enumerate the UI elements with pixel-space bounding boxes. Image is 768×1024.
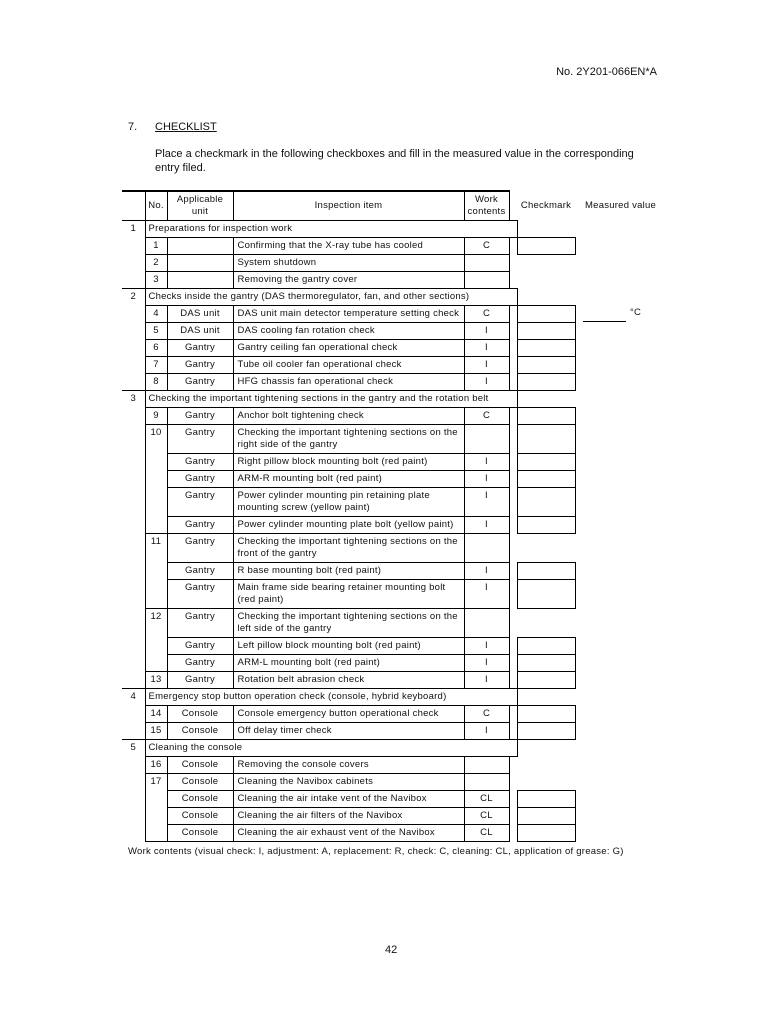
applicable-unit: Console	[167, 790, 233, 807]
measured-value-empty	[583, 533, 658, 562]
inspection-item: Removing the console covers	[233, 756, 464, 773]
table-row	[122, 608, 658, 637]
checkmark-empty	[575, 739, 583, 756]
item-number: 1	[145, 237, 167, 254]
work-contents	[464, 254, 509, 271]
applicable-unit: Gantry	[167, 356, 233, 373]
inspection-item: Cleaning the air intake vent of the Navibox	[233, 790, 464, 807]
spacer-cell	[509, 407, 517, 424]
inspection-item: Checking the important tightening sections on the left side of the gantry	[233, 608, 464, 637]
work-contents: I	[464, 579, 509, 608]
spacer-cell	[575, 562, 583, 579]
work-contents-legend: Work contents (visual check: I, adjustment: A, replacement: R, check: C, cleaning: CL, application of grease: G)	[128, 846, 624, 857]
applicable-unit: DAS unit	[167, 322, 233, 339]
spacer-cell	[575, 271, 583, 288]
spacer-cell	[575, 305, 583, 322]
checkmark-box	[517, 305, 575, 322]
table-row	[122, 533, 658, 562]
work-contents: I	[464, 322, 509, 339]
measured-value-empty	[583, 254, 658, 271]
section-title: Checking the important tightening sections in the gantry and the rotation belt	[145, 390, 517, 407]
spacer-cell	[575, 407, 583, 424]
section-number: 3	[122, 390, 145, 688]
table-row	[122, 470, 658, 487]
table-row	[122, 407, 658, 424]
work-contents: C	[464, 407, 509, 424]
spacer-cell	[575, 773, 583, 790]
spacer-cell	[575, 756, 583, 773]
measured-value-empty	[583, 339, 658, 356]
section-header-row	[122, 288, 658, 305]
checkmark-empty	[575, 288, 583, 305]
work-contents: I	[464, 356, 509, 373]
item-number: 8	[145, 373, 167, 390]
table-row	[122, 579, 658, 608]
spacer-cell	[517, 390, 575, 407]
work-contents: I	[464, 637, 509, 654]
measured-value-empty	[583, 790, 658, 807]
applicable-unit: Gantry	[167, 671, 233, 688]
section-header-row	[122, 688, 658, 705]
item-number: 11	[145, 533, 167, 608]
work-contents: I	[464, 487, 509, 516]
spacer-cell	[509, 671, 517, 688]
table-row	[122, 773, 658, 790]
measured-value-empty	[583, 424, 658, 453]
applicable-unit: Console	[167, 807, 233, 824]
spacer-cell	[575, 487, 583, 516]
checkmark-empty	[517, 271, 575, 288]
checkmark-box	[517, 579, 575, 608]
section-heading-number: 7.	[128, 121, 138, 133]
checkmark-box	[517, 807, 575, 824]
checklist-table	[122, 190, 659, 842]
inspection-item: Checking the important tightening sections on the front of the gantry	[233, 533, 464, 562]
item-number: 10	[145, 424, 167, 533]
applicable-unit: Gantry	[167, 637, 233, 654]
spacer-cell	[517, 288, 575, 305]
inspection-item: System shutdown	[233, 254, 464, 271]
item-number: 2	[145, 254, 167, 271]
table-row	[122, 373, 658, 390]
section-number: 1	[122, 220, 145, 288]
spacer-cell	[575, 339, 583, 356]
table-row	[122, 254, 658, 271]
checkmark-box	[517, 322, 575, 339]
table-row	[122, 237, 658, 254]
spacer-cell	[575, 654, 583, 671]
table-row	[122, 722, 658, 739]
applicable-unit: Console	[167, 824, 233, 841]
section-number: 4	[122, 688, 145, 739]
measured-value-empty	[583, 237, 658, 254]
measured-value-empty	[583, 637, 658, 654]
checkmark-box	[517, 671, 575, 688]
spacer-cell	[575, 453, 583, 470]
work-contents	[464, 773, 509, 790]
header-work-contents: Work contents	[464, 191, 509, 220]
work-contents	[464, 756, 509, 773]
spacer-cell	[575, 671, 583, 688]
inspection-item: Right pillow block mounting bolt (red paint)	[233, 453, 464, 470]
header-no: No.	[145, 191, 167, 220]
checkmark-box	[517, 453, 575, 470]
spacer-cell	[509, 237, 517, 254]
inspection-item: Gantry ceiling fan operational check	[233, 339, 464, 356]
spacer-cell	[509, 637, 517, 654]
spacer-cell	[575, 722, 583, 739]
header-measured-value: Measured value	[585, 199, 657, 211]
applicable-unit: Gantry	[167, 373, 233, 390]
item-number: 6	[145, 339, 167, 356]
inspection-item: Power cylinder mounting plate bolt (yellow paint)	[233, 516, 464, 533]
measured-value-empty	[583, 824, 658, 841]
spacer-cell	[575, 237, 583, 254]
spacer-cell	[509, 807, 517, 824]
measured-value-empty	[583, 807, 658, 824]
page-number: 42	[385, 944, 398, 956]
spacer-cell	[575, 470, 583, 487]
checkmark-box	[517, 637, 575, 654]
inspection-item: Removing the gantry cover	[233, 271, 464, 288]
item-number: 16	[145, 756, 167, 773]
spacer-cell	[509, 722, 517, 739]
spacer-cell	[517, 739, 575, 756]
spacer-cell	[583, 390, 658, 407]
item-number: 13	[145, 671, 167, 688]
spacer-cell	[509, 533, 517, 562]
section-heading	[128, 120, 217, 134]
table-row	[122, 516, 658, 533]
spacer-cell	[509, 356, 517, 373]
work-contents: I	[464, 654, 509, 671]
checkmark-box	[517, 722, 575, 739]
work-contents: CL	[464, 824, 509, 841]
checkmark-box	[517, 237, 575, 254]
measured-value-empty	[583, 722, 658, 739]
work-contents: I	[464, 671, 509, 688]
table-row	[122, 322, 658, 339]
inspection-item: Anchor bolt tightening check	[233, 407, 464, 424]
section-title: Preparations for inspection work	[145, 220, 517, 237]
spacer-cell	[509, 339, 517, 356]
spacer-cell	[575, 254, 583, 271]
spacer-cell	[575, 516, 583, 533]
spacer-cell	[509, 579, 517, 608]
measured-value-empty	[583, 470, 658, 487]
inspection-item: Cleaning the air exhaust vent of the Navibox	[233, 824, 464, 841]
spacer-cell	[575, 424, 583, 453]
checkmark-box	[517, 790, 575, 807]
header-section-cell	[122, 191, 145, 220]
checkmark-box	[517, 424, 575, 453]
spacer-cell	[509, 322, 517, 339]
header-inspection-item: Inspection item	[233, 191, 464, 220]
applicable-unit: Console	[167, 705, 233, 722]
work-contents: C	[464, 237, 509, 254]
spacer-cell	[509, 790, 517, 807]
spacer-cell	[509, 470, 517, 487]
inspection-item: Off delay timer check	[233, 722, 464, 739]
item-number: 9	[145, 407, 167, 424]
spacer-cell	[517, 220, 575, 237]
measured-value-empty	[583, 407, 658, 424]
table-row	[122, 271, 658, 288]
table-row	[122, 807, 658, 824]
table-row	[122, 756, 658, 773]
spacer-cell	[575, 705, 583, 722]
work-contents: C	[464, 705, 509, 722]
spacer-cell	[583, 739, 658, 756]
section-heading-title: CHECKLIST	[155, 121, 217, 133]
spacer-cell	[575, 790, 583, 807]
spacer-cell	[575, 322, 583, 339]
inspection-item: Left pillow block mounting bolt (red paint)	[233, 637, 464, 654]
spacer-cell	[575, 356, 583, 373]
spacer-cell	[509, 191, 517, 220]
applicable-unit: Gantry	[167, 654, 233, 671]
work-contents	[464, 608, 509, 637]
checklist-body	[122, 220, 658, 841]
checkmark-box	[517, 470, 575, 487]
checkmark-box	[517, 562, 575, 579]
table-row	[122, 453, 658, 470]
measured-value-empty	[583, 322, 658, 339]
header-checkmark: Checkmark	[520, 199, 572, 211]
inspection-item: HFG chassis fan operational check	[233, 373, 464, 390]
section-title: Cleaning the console	[145, 739, 517, 756]
spacer-cell	[575, 824, 583, 841]
applicable-unit: DAS unit	[167, 305, 233, 322]
applicable-unit: Gantry	[167, 487, 233, 516]
item-number: 17	[145, 773, 167, 841]
inspection-item: Confirming that the X-ray tube has cooled	[233, 237, 464, 254]
work-contents: CL	[464, 807, 509, 824]
work-contents: I	[464, 373, 509, 390]
applicable-unit: Gantry	[167, 470, 233, 487]
work-contents: I	[464, 562, 509, 579]
item-number: 3	[145, 271, 167, 288]
table-row	[122, 562, 658, 579]
spacer-cell	[575, 373, 583, 390]
measured-value-empty	[583, 373, 658, 390]
measured-value-field	[583, 305, 658, 322]
checkmark-empty	[575, 390, 583, 407]
inspection-item: Console emergency button operational check	[233, 705, 464, 722]
work-contents: I	[464, 470, 509, 487]
item-number: 14	[145, 705, 167, 722]
applicable-unit	[167, 271, 233, 288]
measured-value-empty	[583, 671, 658, 688]
spacer-cell	[509, 516, 517, 533]
spacer-cell	[575, 191, 583, 220]
applicable-unit: Gantry	[167, 339, 233, 356]
spacer-cell	[509, 424, 517, 453]
section-title: Emergency stop button operation check (console, hybrid keyboard)	[145, 688, 517, 705]
measured-value-unit: °C	[630, 307, 642, 318]
section-number: 2	[122, 288, 145, 390]
spacer-cell	[509, 487, 517, 516]
checkmark-box	[517, 705, 575, 722]
checkmark-box	[517, 824, 575, 841]
spacer-cell	[509, 453, 517, 470]
applicable-unit: Gantry	[167, 453, 233, 470]
spacer-cell	[575, 579, 583, 608]
work-contents: I	[464, 453, 509, 470]
measured-value-empty	[583, 562, 658, 579]
section-header-row	[122, 390, 658, 407]
checkmark-empty	[517, 608, 575, 637]
section-number: 5	[122, 739, 145, 841]
spacer-cell	[509, 562, 517, 579]
work-contents: CL	[464, 790, 509, 807]
spacer-cell	[575, 608, 583, 637]
applicable-unit: Console	[167, 722, 233, 739]
checkmark-empty	[517, 756, 575, 773]
checkmark-box	[517, 654, 575, 671]
checkmark-box	[517, 516, 575, 533]
work-contents	[464, 424, 509, 453]
item-number: 12	[145, 608, 167, 671]
spacer-cell	[509, 271, 517, 288]
spacer-cell	[509, 773, 517, 790]
inspection-item: Rotation belt abrasion check	[233, 671, 464, 688]
applicable-unit: Gantry	[167, 608, 233, 637]
work-contents	[464, 271, 509, 288]
table-row	[122, 487, 658, 516]
inspection-item: DAS unit main detector temperature setting check	[233, 305, 464, 322]
spacer-cell	[509, 654, 517, 671]
table-row	[122, 654, 658, 671]
checkmark-box	[517, 487, 575, 516]
spacer-cell	[575, 637, 583, 654]
item-number: 15	[145, 722, 167, 739]
item-number: 5	[145, 322, 167, 339]
checkmark-empty	[517, 254, 575, 271]
applicable-unit: Gantry	[167, 533, 233, 562]
table-row	[122, 671, 658, 688]
inspection-item: Checking the important tightening sections on the right side of the gantry	[233, 424, 464, 453]
section-header-row	[122, 220, 658, 237]
inspection-item: Power cylinder mounting pin retaining plate mounting screw (yellow paint)	[233, 487, 464, 516]
applicable-unit: Gantry	[167, 424, 233, 453]
table-row	[122, 339, 658, 356]
inspection-item: DAS cooling fan rotation check	[233, 322, 464, 339]
measured-value-empty	[583, 773, 658, 790]
item-number: 4	[145, 305, 167, 322]
applicable-unit: Console	[167, 773, 233, 790]
spacer-cell	[509, 373, 517, 390]
applicable-unit: Gantry	[167, 516, 233, 533]
applicable-unit	[167, 237, 233, 254]
checkmark-box	[517, 407, 575, 424]
inspection-item: Cleaning the air filters of the Navibox	[233, 807, 464, 824]
applicable-unit: Gantry	[167, 579, 233, 608]
measured-value-empty	[583, 608, 658, 637]
measured-value-empty	[583, 271, 658, 288]
spacer-cell	[509, 305, 517, 322]
spacer-cell	[583, 688, 658, 705]
inspection-item: R base mounting bolt (red paint)	[233, 562, 464, 579]
measured-value-empty	[583, 654, 658, 671]
table-row	[122, 824, 658, 841]
inspection-item: Cleaning the Navibox cabinets	[233, 773, 464, 790]
measured-value-empty	[583, 705, 658, 722]
checkmark-empty	[575, 688, 583, 705]
instructions-paragraph: Place a checkmark in the following checkboxes and fill in the measured value in the corresponding entry filed.	[155, 148, 634, 174]
work-contents: I	[464, 722, 509, 739]
inspection-item: Tube oil cooler fan operational check	[233, 356, 464, 373]
section-title: Checks inside the gantry (DAS thermoregulator, fan, and other sections)	[145, 288, 517, 305]
checkmark-box	[517, 356, 575, 373]
inspection-item: ARM-L mounting bolt (red paint)	[233, 654, 464, 671]
spacer-cell	[517, 688, 575, 705]
table-row	[122, 424, 658, 453]
table-header-row	[122, 191, 658, 220]
measured-value-empty	[583, 356, 658, 373]
spacer-cell	[575, 533, 583, 562]
applicable-unit	[167, 254, 233, 271]
measured-value-empty	[583, 579, 658, 608]
document-number: No. 2Y201-066EN*A	[556, 66, 657, 78]
measured-value-empty	[583, 487, 658, 516]
checkmark-empty	[517, 773, 575, 790]
spacer-cell	[509, 608, 517, 637]
measured-value-entry	[586, 307, 655, 321]
measured-value-line	[583, 321, 626, 322]
spacer-cell	[509, 254, 517, 271]
header-applicable-unit: Applicable unit	[167, 191, 233, 220]
measured-value-empty	[583, 453, 658, 470]
section-header-row	[122, 739, 658, 756]
applicable-unit: Gantry	[167, 407, 233, 424]
checkmark-empty	[575, 220, 583, 237]
work-contents: I	[464, 339, 509, 356]
spacer-cell	[583, 220, 658, 237]
spacer-cell	[583, 288, 658, 305]
checkmark-box	[517, 339, 575, 356]
inspection-item: ARM-R mounting bolt (red paint)	[233, 470, 464, 487]
checkmark-box	[517, 373, 575, 390]
table-row	[122, 790, 658, 807]
spacer-cell	[509, 705, 517, 722]
spacer-cell	[509, 824, 517, 841]
work-contents: I	[464, 516, 509, 533]
measured-value-empty	[583, 756, 658, 773]
table-row	[122, 356, 658, 373]
work-contents: C	[464, 305, 509, 322]
inspection-item: Main frame side bearing retainer mounting bolt (red paint)	[233, 579, 464, 608]
applicable-unit: Console	[167, 756, 233, 773]
table-row	[122, 705, 658, 722]
spacer-cell	[509, 756, 517, 773]
checkmark-empty	[517, 533, 575, 562]
work-contents	[464, 533, 509, 562]
table-row	[122, 637, 658, 654]
spacer-cell	[575, 807, 583, 824]
applicable-unit: Gantry	[167, 562, 233, 579]
item-number: 7	[145, 356, 167, 373]
table-row	[122, 305, 658, 322]
measured-value-empty	[583, 516, 658, 533]
